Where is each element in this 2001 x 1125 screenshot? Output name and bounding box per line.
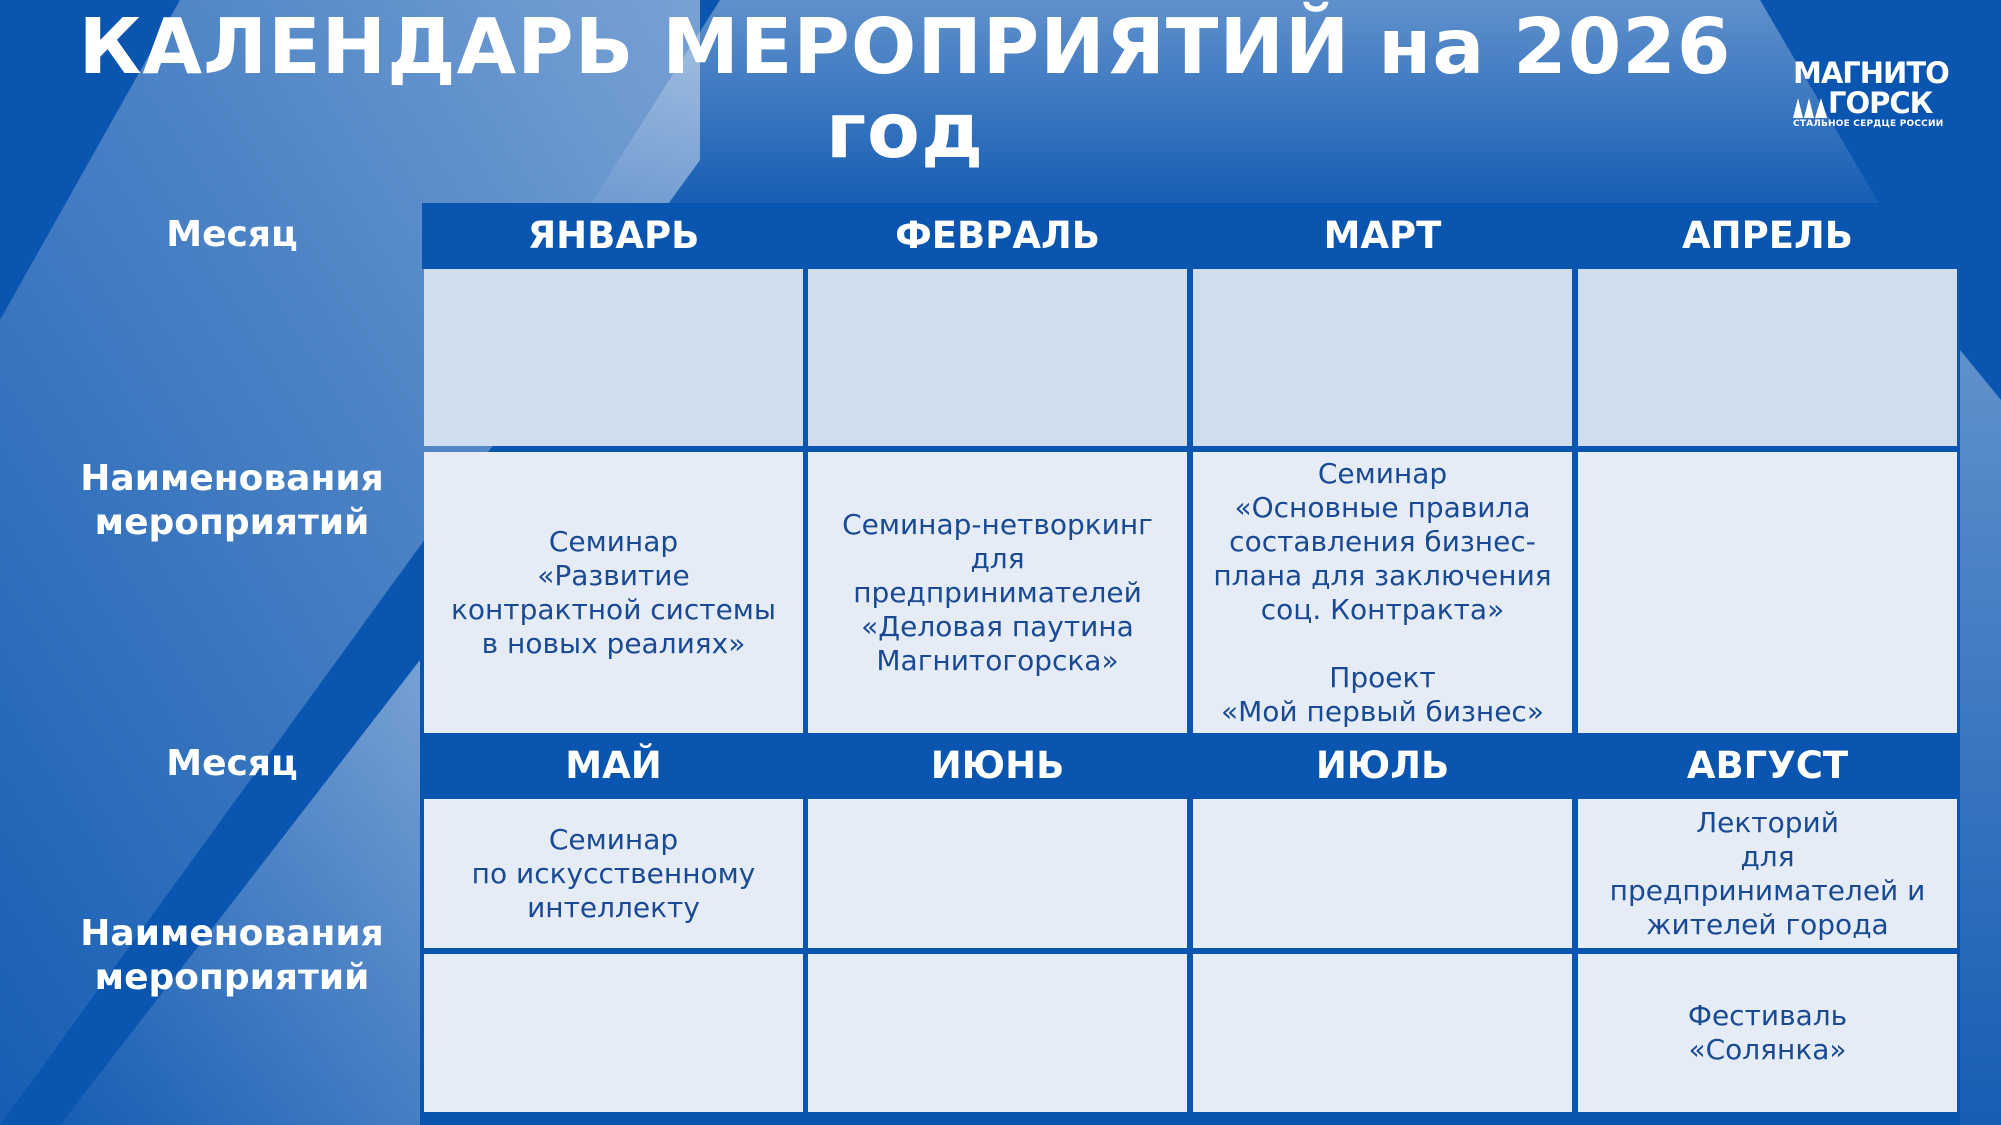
cell-march-events: Семинар «Основные правила составления бизнес- плана для заключения соц. Контракта» Проект «Мой первый бизнес»: [1193, 452, 1572, 733]
logo-tagline: СТАЛЬНОЕ СЕРДЦЕ РОССИИ: [1793, 119, 1944, 129]
month-may: МАЙ: [565, 744, 662, 787]
month-june: ИЮНЬ: [930, 744, 1065, 787]
cell-august-row2: Фестиваль «Солянка»: [1578, 954, 1957, 1112]
city-logo: [1793, 58, 1963, 130]
events-label-bottom: Наименования мероприятий: [80, 913, 384, 998]
title-line-2: год: [825, 87, 985, 176]
cell-january-events: Семинар «Развитие контрактной системы в новых реалиях»: [424, 452, 803, 733]
page-title: [0, 3, 1810, 176]
month-label-top: Месяц: [166, 214, 298, 255]
month-march: МАРТ: [1323, 214, 1442, 257]
cell-june-row2: [808, 954, 1187, 1112]
logo-text-top: МАГНИТО: [1793, 56, 1949, 90]
cell-june-row1: [808, 799, 1187, 948]
cell-february-events: Семинар-нетворкинг для предпринимателей «Деловая паутина Магнитогорска»: [808, 452, 1187, 733]
month-april: АПРЕЛЬ: [1682, 214, 1853, 257]
cell-july-row1: [1193, 799, 1572, 948]
cell-march-row1: [1193, 269, 1572, 446]
events-label-top: Наименования мероприятий: [80, 458, 384, 543]
cell-february-row1: [808, 269, 1187, 446]
month-label-bottom: Месяц: [166, 743, 298, 784]
cell-january-row1: [424, 269, 803, 446]
cell-july-row2: [1193, 954, 1572, 1112]
mountains-icon: [1793, 96, 1827, 118]
title-line-1: КАЛЕНДАРЬ МЕРОПРИЯТИЙ на 2026: [78, 3, 1732, 92]
month-january: ЯНВАРЬ: [527, 214, 700, 257]
cell-may-row1: Семинар по искусственному интеллекту: [424, 799, 803, 948]
cell-may-row2: [424, 954, 803, 1112]
month-february: ФЕВРАЛЬ: [895, 214, 1100, 257]
cell-april-row1: [1578, 269, 1957, 446]
month-july: ИЮЛЬ: [1315, 744, 1450, 787]
month-august: АВГУСТ: [1686, 744, 1849, 787]
cell-august-row1: Лекторий для предпринимателей и жителей города: [1578, 799, 1957, 948]
cell-april-events: [1578, 452, 1957, 733]
logo-text-bottom: ГОРСК: [1828, 86, 1933, 120]
